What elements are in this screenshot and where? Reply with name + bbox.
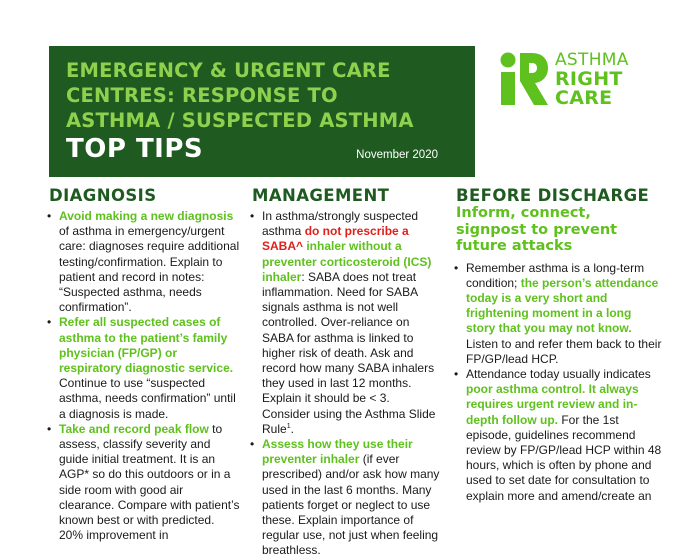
body-text: of asthma in emergency/urgent care: diagnoses require additional testing/confirmation. Explain to patient and record in notes: “Suspected asthma, needs confirmation”. — [59, 224, 240, 315]
body-text: to assess, classify severity and guide initial treatment. It is an AGP* so do this outdoors or in a side room with good air clearance. Compare with patient’s known best or with predicted. 20% improvement in — [59, 421, 240, 543]
body-text: Attendance today usually indicates — [466, 366, 651, 381]
highlight-text: Avoid making a new diagnosis — [59, 209, 234, 223]
logo-wordmark — [555, 51, 629, 108]
body-text: In asthma/strongly suspected asthma — [262, 209, 419, 239]
banner-title-line-2: CENTRES: RESPONSE TO — [66, 84, 338, 107]
highlight-text: Take and record peak flow — [59, 421, 209, 436]
discharge-column — [452, 187, 662, 504]
diagnosis-heading: DIAGNOSIS — [49, 186, 157, 205]
discharge-subheading: Inform, connect, signpost to prevent future attacks — [456, 205, 618, 254]
list-item — [466, 261, 662, 367]
asthma-right-care-logo-icon — [499, 51, 549, 107]
list-item — [262, 437, 440, 559]
banner-title-line-1: EMERGENCY & URGENT CARE — [66, 59, 391, 82]
body-text: . — [290, 421, 294, 436]
body-text: (if ever prescribed) and/or ask how many used in the last 6 months. Many patients forget or neglect to use these. Explain importance of regular use, not just when feeling breathless. — [262, 452, 440, 558]
publication-date: November 2020 — [356, 149, 438, 161]
management-heading: MANAGEMENT — [252, 186, 390, 205]
asthma-right-care-logo — [499, 49, 674, 111]
diagnosis-column — [45, 187, 241, 543]
body-text: For the 1st episode, guidelines recommend review by FP/GP/lead HCP within 48 hours, which is often by phone and used to set date for consultation to explain more and amend/create an — [466, 412, 662, 503]
highlight-text: Refer all suspected cases of asthma to the patient’s family physician (FP/GP) or respiratory diagnostic service. — [59, 315, 234, 376]
management-column — [248, 187, 440, 559]
warning-text: do not prescribe a SABA^ — [262, 224, 409, 254]
list-item — [59, 209, 241, 315]
diagnosis-list — [45, 209, 241, 543]
list-item — [59, 422, 241, 544]
highlight-text: the person’s attendance today is a very short and frightening moment in a long story that you may not know. — [466, 275, 659, 336]
body-text: Continue to use “suspected asthma, needs confirmation” until a diagnosis is made. — [59, 376, 236, 421]
body-text: Listen to and refer them back to their FP/GP/lead HCP. — [466, 336, 662, 366]
logo-text-right: RIGHT — [555, 68, 623, 90]
list-item — [59, 315, 241, 421]
body-text: : SABA does not treat inflammation. Need for SABA signals asthma is not well controlled. Over-reliance on SABA for asthma is linked to higher risk of death. Ask and record how many SABA inhalers they used in last 12 months. Explain it should be < 3. Consider using the Asthma Slide Rule — [262, 269, 436, 436]
top-tips-heading: TOP TIPS — [66, 134, 204, 164]
discharge-heading: BEFORE DISCHARGE — [456, 186, 650, 205]
discharge-list — [452, 261, 662, 504]
list-item — [466, 367, 662, 504]
logo-text-care: CARE — [555, 87, 613, 109]
logo-text-asthma: ASTHMA — [555, 50, 629, 70]
highlight-text: Assess how they use their preventer inhaler — [262, 437, 413, 467]
list-item — [262, 209, 440, 437]
footnote-marker: 1 — [286, 422, 291, 430]
highlight-text: poor asthma control. It always requires urgent review and in-depth follow up. — [466, 382, 639, 427]
title-banner — [49, 46, 475, 177]
banner-title-line-3: ASTHMA / SUSPECTED ASTHMA — [66, 109, 414, 132]
highlight-text: inhaler without a preventer corticosteroid (ICS) inhaler — [262, 239, 432, 284]
management-list — [248, 209, 440, 559]
body-text: Remember asthma is a long-term condition; — [466, 260, 645, 290]
